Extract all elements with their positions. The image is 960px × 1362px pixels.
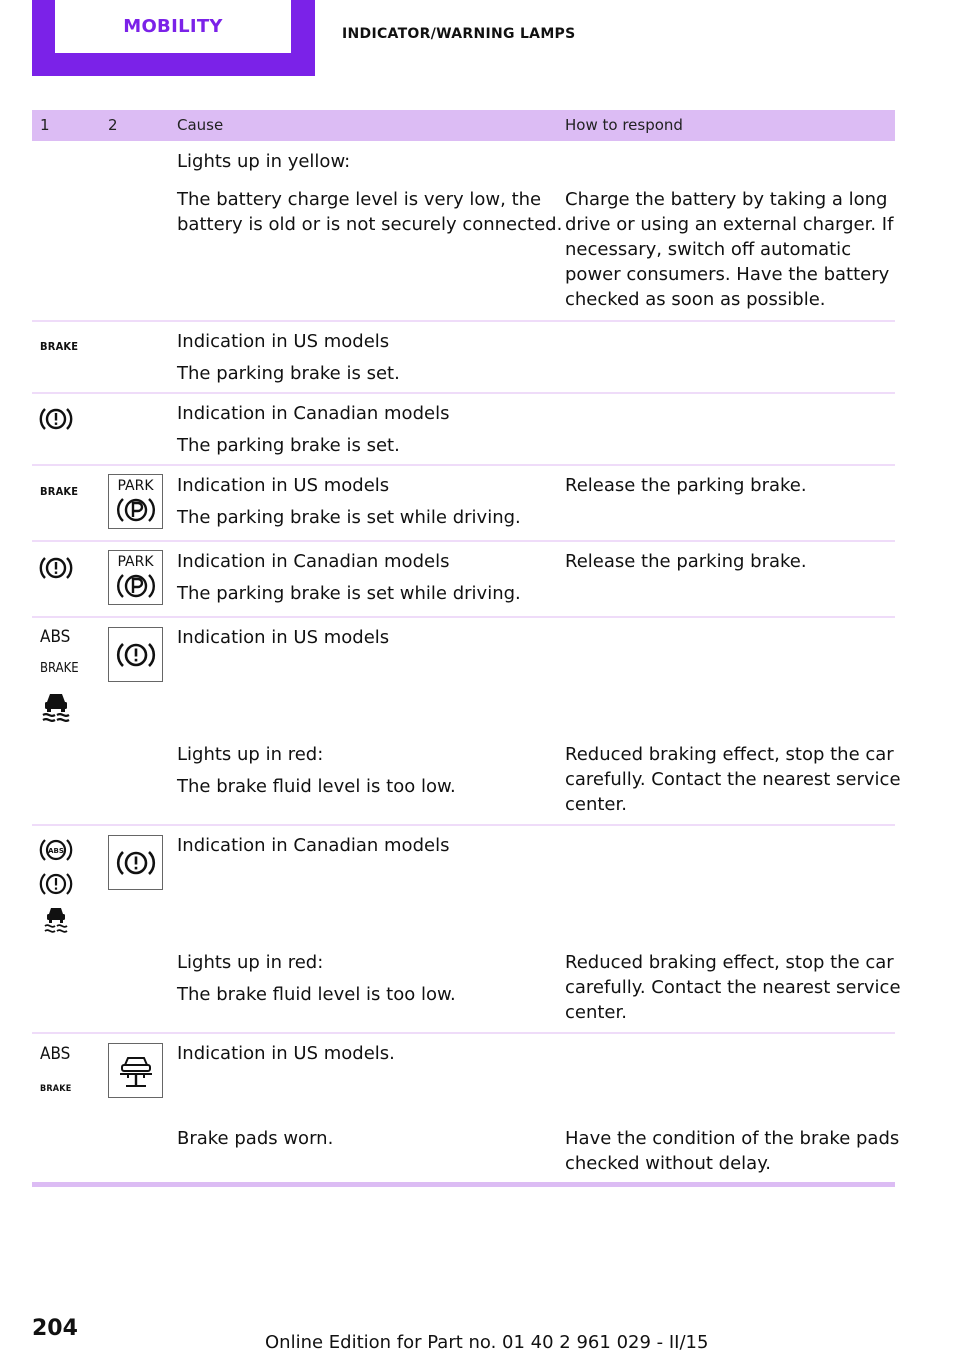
response-text: center. [565,794,627,815]
table-row [32,322,895,394]
table-row [32,1034,900,1187]
response-text: center. [565,1002,627,1023]
response-text: carefully. Contact the nearest service [565,977,901,998]
cause-text: Lights up in red: [177,744,324,765]
chapter-tab [32,0,315,76]
cause-text: Indication in US models [177,331,390,352]
park-brake-icon [108,474,163,529]
brake-warning-icon [108,627,163,682]
cause-text: The parking brake is set while driving. [177,507,521,528]
brake-warning-icon [38,870,74,898]
response-text: drive or using an external charger. If [565,214,894,235]
column-header-response: How to respond [565,116,683,134]
cause-text: The parking brake is set while driving. [177,583,521,604]
table-row [32,542,895,618]
cause-text: battery is old or is not securely connected. [177,214,563,235]
cause-text: The parking brake is set. [177,435,400,456]
cause-text: Lights up in yellow: [177,151,351,172]
brake-label: BRAKE [40,340,79,353]
car-lift-icon [108,1043,163,1098]
response-text: Release the parking brake. [565,475,807,496]
brake-warning-icon [108,835,163,890]
cause-text: Lights up in red: [177,952,324,973]
brake-warning-icon [38,553,74,583]
brake-label: BRAKE [40,661,79,676]
table-header [32,110,895,141]
cause-text: The brake fluid level is too low. [177,776,456,797]
cause-text: Indication in US models [177,475,390,496]
brake-label: BRAKE [40,1084,72,1094]
table-row [32,466,895,542]
cause-text: Indication in Canadian models [177,551,450,572]
table-row [32,826,901,1034]
response-text: necessary, switch off automatic [565,239,852,260]
response-text: Reduced braking effect, stop the car [565,952,894,973]
table-row [32,141,895,322]
indicator-table [32,110,901,1187]
page-number: 204 [32,1316,78,1341]
table-row [32,394,895,466]
response-text: power consumers. Have the battery [565,264,890,285]
park-text: PARK [117,554,154,570]
response-text: Have the condition of the brake pads [565,1128,900,1149]
chapter-tab-label: MOBILITY [55,0,291,53]
column-header-2: 2 [108,116,118,134]
cause-text: The parking brake is set. [177,363,400,384]
edition-footer: Online Edition for Part no. 01 40 2 961 029 - II/15 [265,1332,709,1353]
cause-text: Indication in US models [177,627,390,648]
response-text: checked as soon as possible. [565,289,826,310]
response-text: Release the parking brake. [565,551,807,572]
brake-warning-icon [38,404,74,434]
abs-icon-text: ABS [48,847,64,855]
park-text: PARK [117,478,154,494]
abs-warning-icon [38,836,74,864]
column-header-1: 1 [40,116,50,134]
brake-label: BRAKE [40,485,79,498]
cause-text: The battery charge level is very low, the [177,189,542,210]
response-text: carefully. Contact the nearest service [565,769,901,790]
cause-text: The brake fluid level is too low. [177,984,456,1005]
cause-text: Indication in US models. [177,1043,395,1064]
response-text: checked without delay. [565,1153,772,1174]
abs-label: ABS [40,1044,71,1064]
response-text: Charge the battery by taking a long [565,189,888,210]
column-header-cause: Cause [177,116,224,134]
cause-text: Indication in Canadian models [177,835,450,856]
table-row [32,618,901,826]
stability-control-icon [38,688,74,722]
section-title: INDICATOR/WARNING LAMPS [342,26,576,42]
cause-text: Brake pads worn. [177,1128,334,1149]
stability-control-icon [38,902,74,934]
response-text: Reduced braking effect, stop the car [565,744,894,765]
park-brake-icon [108,550,163,605]
cause-text: Indication in Canadian models [177,403,450,424]
abs-label: ABS [40,627,71,647]
